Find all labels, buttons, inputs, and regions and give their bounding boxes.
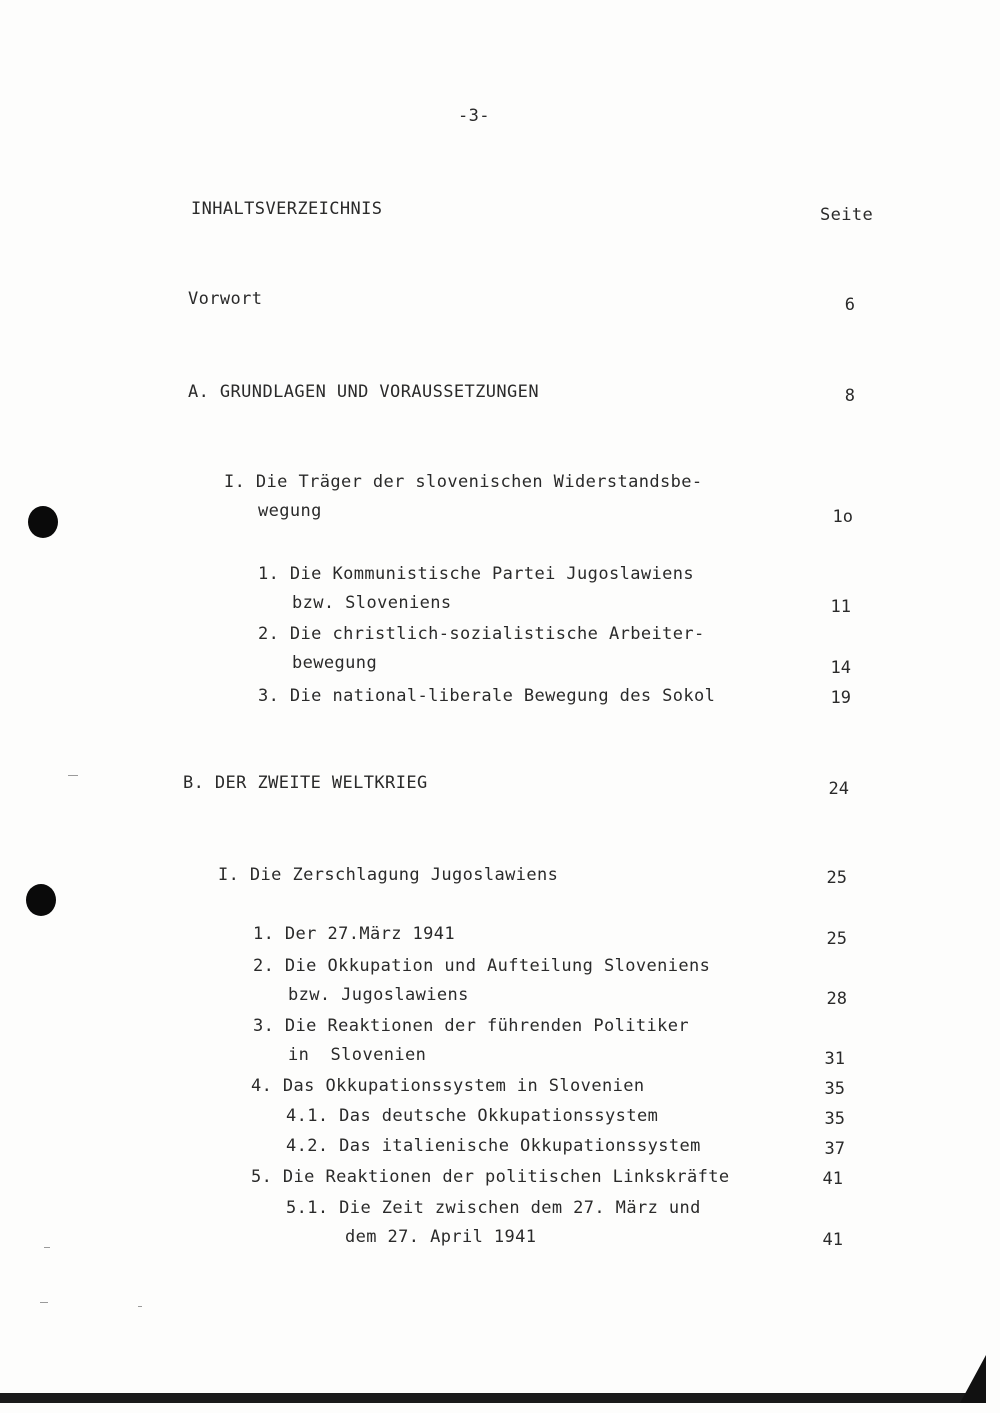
toc-entry-text: bewegung bbox=[292, 653, 378, 673]
scan-speck bbox=[44, 1247, 50, 1248]
page-number: -3- bbox=[458, 106, 490, 126]
scan-corner-shadow bbox=[960, 1355, 986, 1403]
toc-entry-text: bzw. Sloveniens bbox=[292, 593, 452, 613]
toc-entry-text: I. Die Träger der slovenischen Widerstandsbe- bbox=[224, 472, 703, 492]
toc-entry-page: 14 bbox=[830, 658, 851, 678]
toc-entry-page: 1o bbox=[832, 507, 853, 527]
toc-entry-text: 3. Die Reaktionen der führenden Politiker bbox=[253, 1016, 690, 1036]
toc-entry-text: 2. Die Okkupation und Aufteilung Sloveniens bbox=[253, 956, 711, 976]
toc-entry-page: 25 bbox=[826, 868, 847, 888]
toc-entry-text: 2. Die christlich-sozialistische Arbeiter- bbox=[258, 624, 705, 644]
toc-entry-page: 19 bbox=[830, 688, 851, 708]
toc-entry-page: 25 bbox=[826, 929, 847, 949]
toc-entry-page: 24 bbox=[828, 779, 849, 799]
toc-entry-text: dem 27. April 1941 bbox=[345, 1227, 537, 1247]
toc-entry-page: 41 bbox=[822, 1169, 843, 1189]
punch-hole bbox=[26, 884, 56, 916]
toc-entry-page: 41 bbox=[822, 1230, 843, 1250]
toc-entry-page: 11 bbox=[830, 597, 851, 617]
toc-heading: INHALTSVERZEICHNIS bbox=[191, 199, 383, 219]
toc-entry-page: 35 bbox=[824, 1109, 845, 1129]
toc-entry-text: 5. Die Reaktionen der politischen Linkskräfte bbox=[251, 1167, 730, 1187]
toc-entry-text: bzw. Jugoslawiens bbox=[288, 985, 469, 1005]
toc-entry-text: Vorwort bbox=[188, 289, 263, 309]
toc-entry-text: A. GRUNDLAGEN UND VORAUSSETZUNGEN bbox=[188, 382, 539, 402]
scan-speck bbox=[68, 775, 78, 776]
toc-entry-page: 8 bbox=[844, 386, 855, 406]
scan-speck bbox=[138, 1306, 142, 1307]
toc-entry-text: 4. Das Okkupationssystem in Slovenien bbox=[251, 1076, 645, 1096]
toc-entry-text: I. Die Zerschlagung Jugoslawiens bbox=[218, 865, 559, 885]
toc-entry-text: 3. Die national-liberale Bewegung des Sokol bbox=[258, 686, 716, 706]
toc-entry-page: 35 bbox=[824, 1079, 845, 1099]
toc-entry-page: 37 bbox=[824, 1139, 845, 1159]
toc-entry-text: 1. Die Kommunistische Partei Jugoslawiens bbox=[258, 564, 695, 584]
toc-entry-text: 4.1. Das deutsche Okkupationssystem bbox=[286, 1106, 659, 1126]
toc-entry-text: in Slovenien bbox=[288, 1045, 427, 1065]
toc-entry-page: 6 bbox=[844, 295, 855, 315]
toc-entry-text: 1. Der 27.März 1941 bbox=[253, 924, 456, 944]
page-column-label: Seite bbox=[820, 205, 874, 225]
toc-entry-text: 5.1. Die Zeit zwischen dem 27. März und bbox=[286, 1198, 701, 1218]
toc-entry-text: 4.2. Das italienische Okkupationssystem bbox=[286, 1136, 701, 1156]
punch-hole bbox=[28, 506, 58, 538]
toc-entry-page: 28 bbox=[826, 989, 847, 1009]
toc-entry-page: 31 bbox=[824, 1049, 845, 1069]
scan-edge-bar bbox=[0, 1393, 985, 1403]
toc-entry-text: wegung bbox=[258, 501, 322, 521]
scan-speck bbox=[40, 1302, 48, 1303]
toc-entry-text: B. DER ZWEITE WELTKRIEG bbox=[183, 773, 428, 793]
